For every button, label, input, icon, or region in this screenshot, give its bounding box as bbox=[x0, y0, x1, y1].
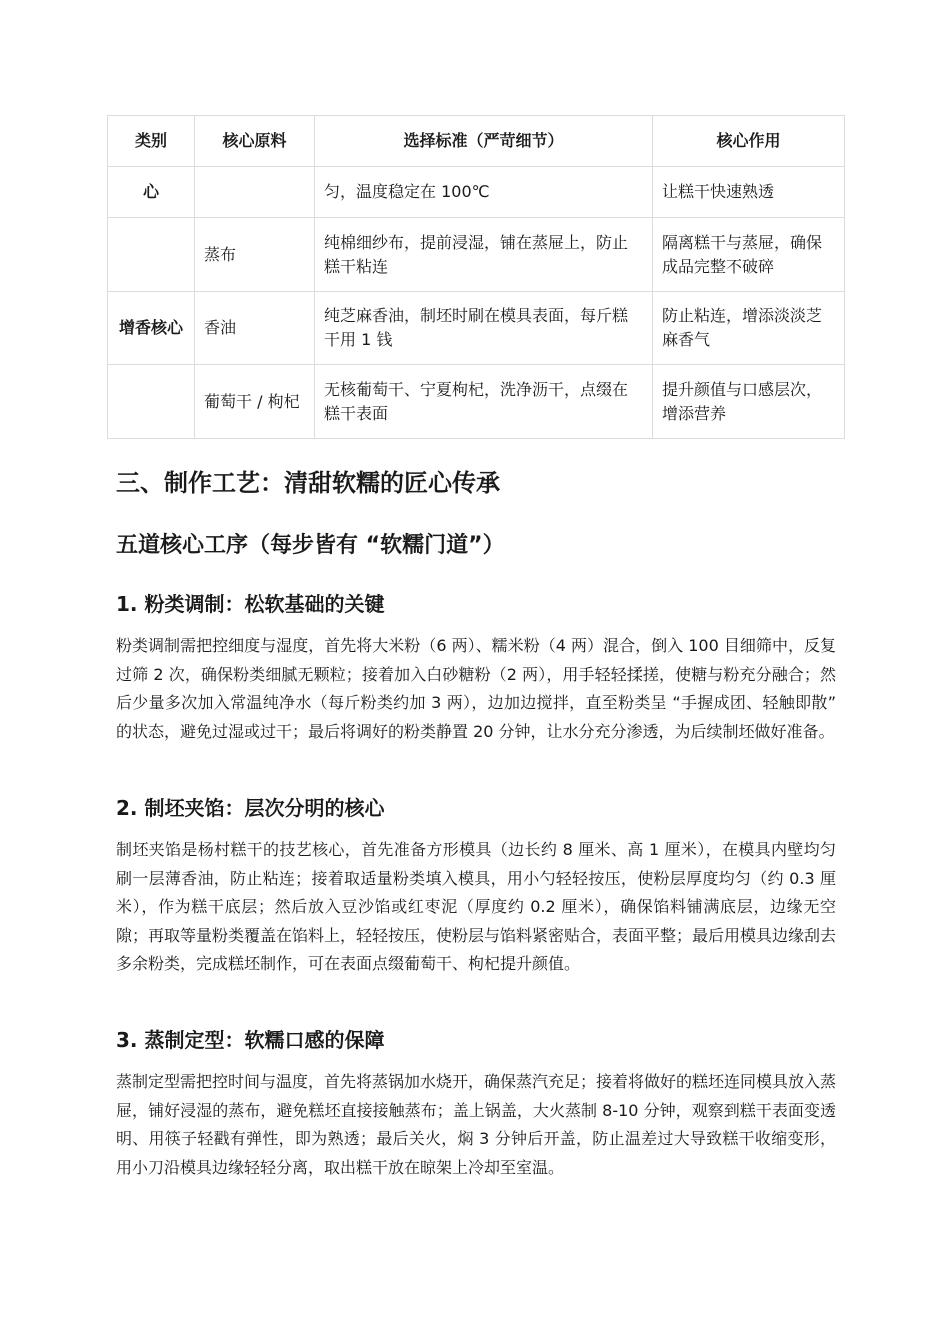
column-header-role: 核心作用 bbox=[653, 116, 845, 167]
cell-category: 心 bbox=[108, 167, 195, 218]
step-2-title: 2. 制坯夹馅：层次分明的核心 bbox=[116, 796, 385, 820]
step-1-body: 粉类调制需把控细度与湿度，首先将大米粉（6 两）、糯米粉（4 两）混合，倒入 100 目细筛中，反复过筛 2 次，确保粉类细腻无颗粒；接着加入白砂糖粉（2 两），用手轻轻揉搓，使糖与粉充分融合；然后少量多次加入常温纯净水（每斤粉类约加 3 两），边加边搅拌，直至粉类呈 “手握成团、轻触即散” 的状态，避免过湿或过干；最后将调好的粉类静置 20 分钟，让水分充分渗透，为后续制坯做好准备。 bbox=[116, 636, 836, 741]
cell-category bbox=[108, 218, 195, 292]
column-header-standard: 选择标准（严苛细节） bbox=[315, 116, 653, 167]
cell-standard: 匀，温度稳定在 100℃ bbox=[315, 167, 653, 218]
table-header-row bbox=[108, 116, 845, 167]
cell-standard: 纯芝麻香油，制坯时刷在模具表面，每斤糕干用 1 钱 bbox=[315, 292, 653, 365]
cell-ingredient: 香油 bbox=[195, 292, 315, 365]
cell-ingredient: 蒸布 bbox=[195, 218, 315, 292]
table-row bbox=[108, 167, 845, 218]
subsection-title: 五道核心工序（每步皆有 “软糯门道”） bbox=[116, 533, 505, 558]
cell-standard: 纯棉细纱布，提前浸湿，铺在蒸屉上，防止糕干粘连 bbox=[315, 218, 653, 292]
cell-category bbox=[108, 365, 195, 439]
cell-role: 提升颜值与口感层次，增添营养 bbox=[653, 365, 845, 439]
cell-standard: 无核葡萄干、宁夏枸杞，洗净沥干，点缀在糕干表面 bbox=[315, 365, 653, 439]
cell-role: 防止粘连，增添淡淡芝麻香气 bbox=[653, 292, 845, 365]
table-row bbox=[108, 292, 845, 365]
cell-category: 增香核心 bbox=[108, 292, 195, 365]
cell-role: 让糕干快速熟透 bbox=[653, 167, 845, 218]
step-3-title: 3. 蒸制定型：软糯口感的保障 bbox=[116, 1028, 385, 1052]
table-row bbox=[108, 365, 845, 439]
column-header-ingredient: 核心原料 bbox=[195, 116, 315, 167]
step-2-body: 制坯夹馅是杨村糕干的技艺核心，首先准备方形模具（边长约 8 厘米、高 1 厘米），在模具内壁均匀刷一层薄香油，防止粘连；接着取适量粉类填入模具，用小勺轻轻按压，使粉层厚度均匀（约 0.3 厘米），作为糕干底层；然后放入豆沙馅或红枣泥（厚度约 0.2 厘米），确保馅料铺满底层，边缘无空隙；再取等量粉类覆盖在馅料上，轻轻按压，使粉层与馅料紧密贴合，表面平整；最后用模具边缘刮去多余粉类，完成糕坯制作，可在表面点缀葡萄干、枸杞提升颜值。 bbox=[116, 840, 837, 974]
section-title: 三、制作工艺：清甜软糯的匠心传承 bbox=[116, 469, 500, 497]
step-1-title: 1. 粉类调制：松软基础的关键 bbox=[116, 592, 385, 616]
cell-ingredient: 葡萄干 / 枸杞 bbox=[195, 365, 315, 439]
table-row bbox=[108, 218, 845, 292]
step-3-body: 蒸制定型需把控时间与温度，首先将蒸锅加水烧开，确保蒸汽充足；接着将做好的糕坯连同模具放入蒸屉，铺好浸湿的蒸布，避免糕坯直接接触蒸布；盖上锅盖，大火蒸制 8-10 分钟，观察到糕干表面变透明、用筷子轻戳有弹性，即为熟透；最后关火，焖 3 分钟后开盖，防止温差过大导致糕干收缩变形，用小刀沿模具边缘轻轻分离，取出糕干放在晾架上冷却至室温。 bbox=[116, 1072, 837, 1177]
cell-role: 隔离糕干与蒸屉，确保成品完整不破碎 bbox=[653, 218, 845, 292]
ingredient-table bbox=[107, 115, 845, 439]
column-header-category: 类别 bbox=[108, 116, 195, 167]
cell-ingredient bbox=[195, 167, 315, 218]
